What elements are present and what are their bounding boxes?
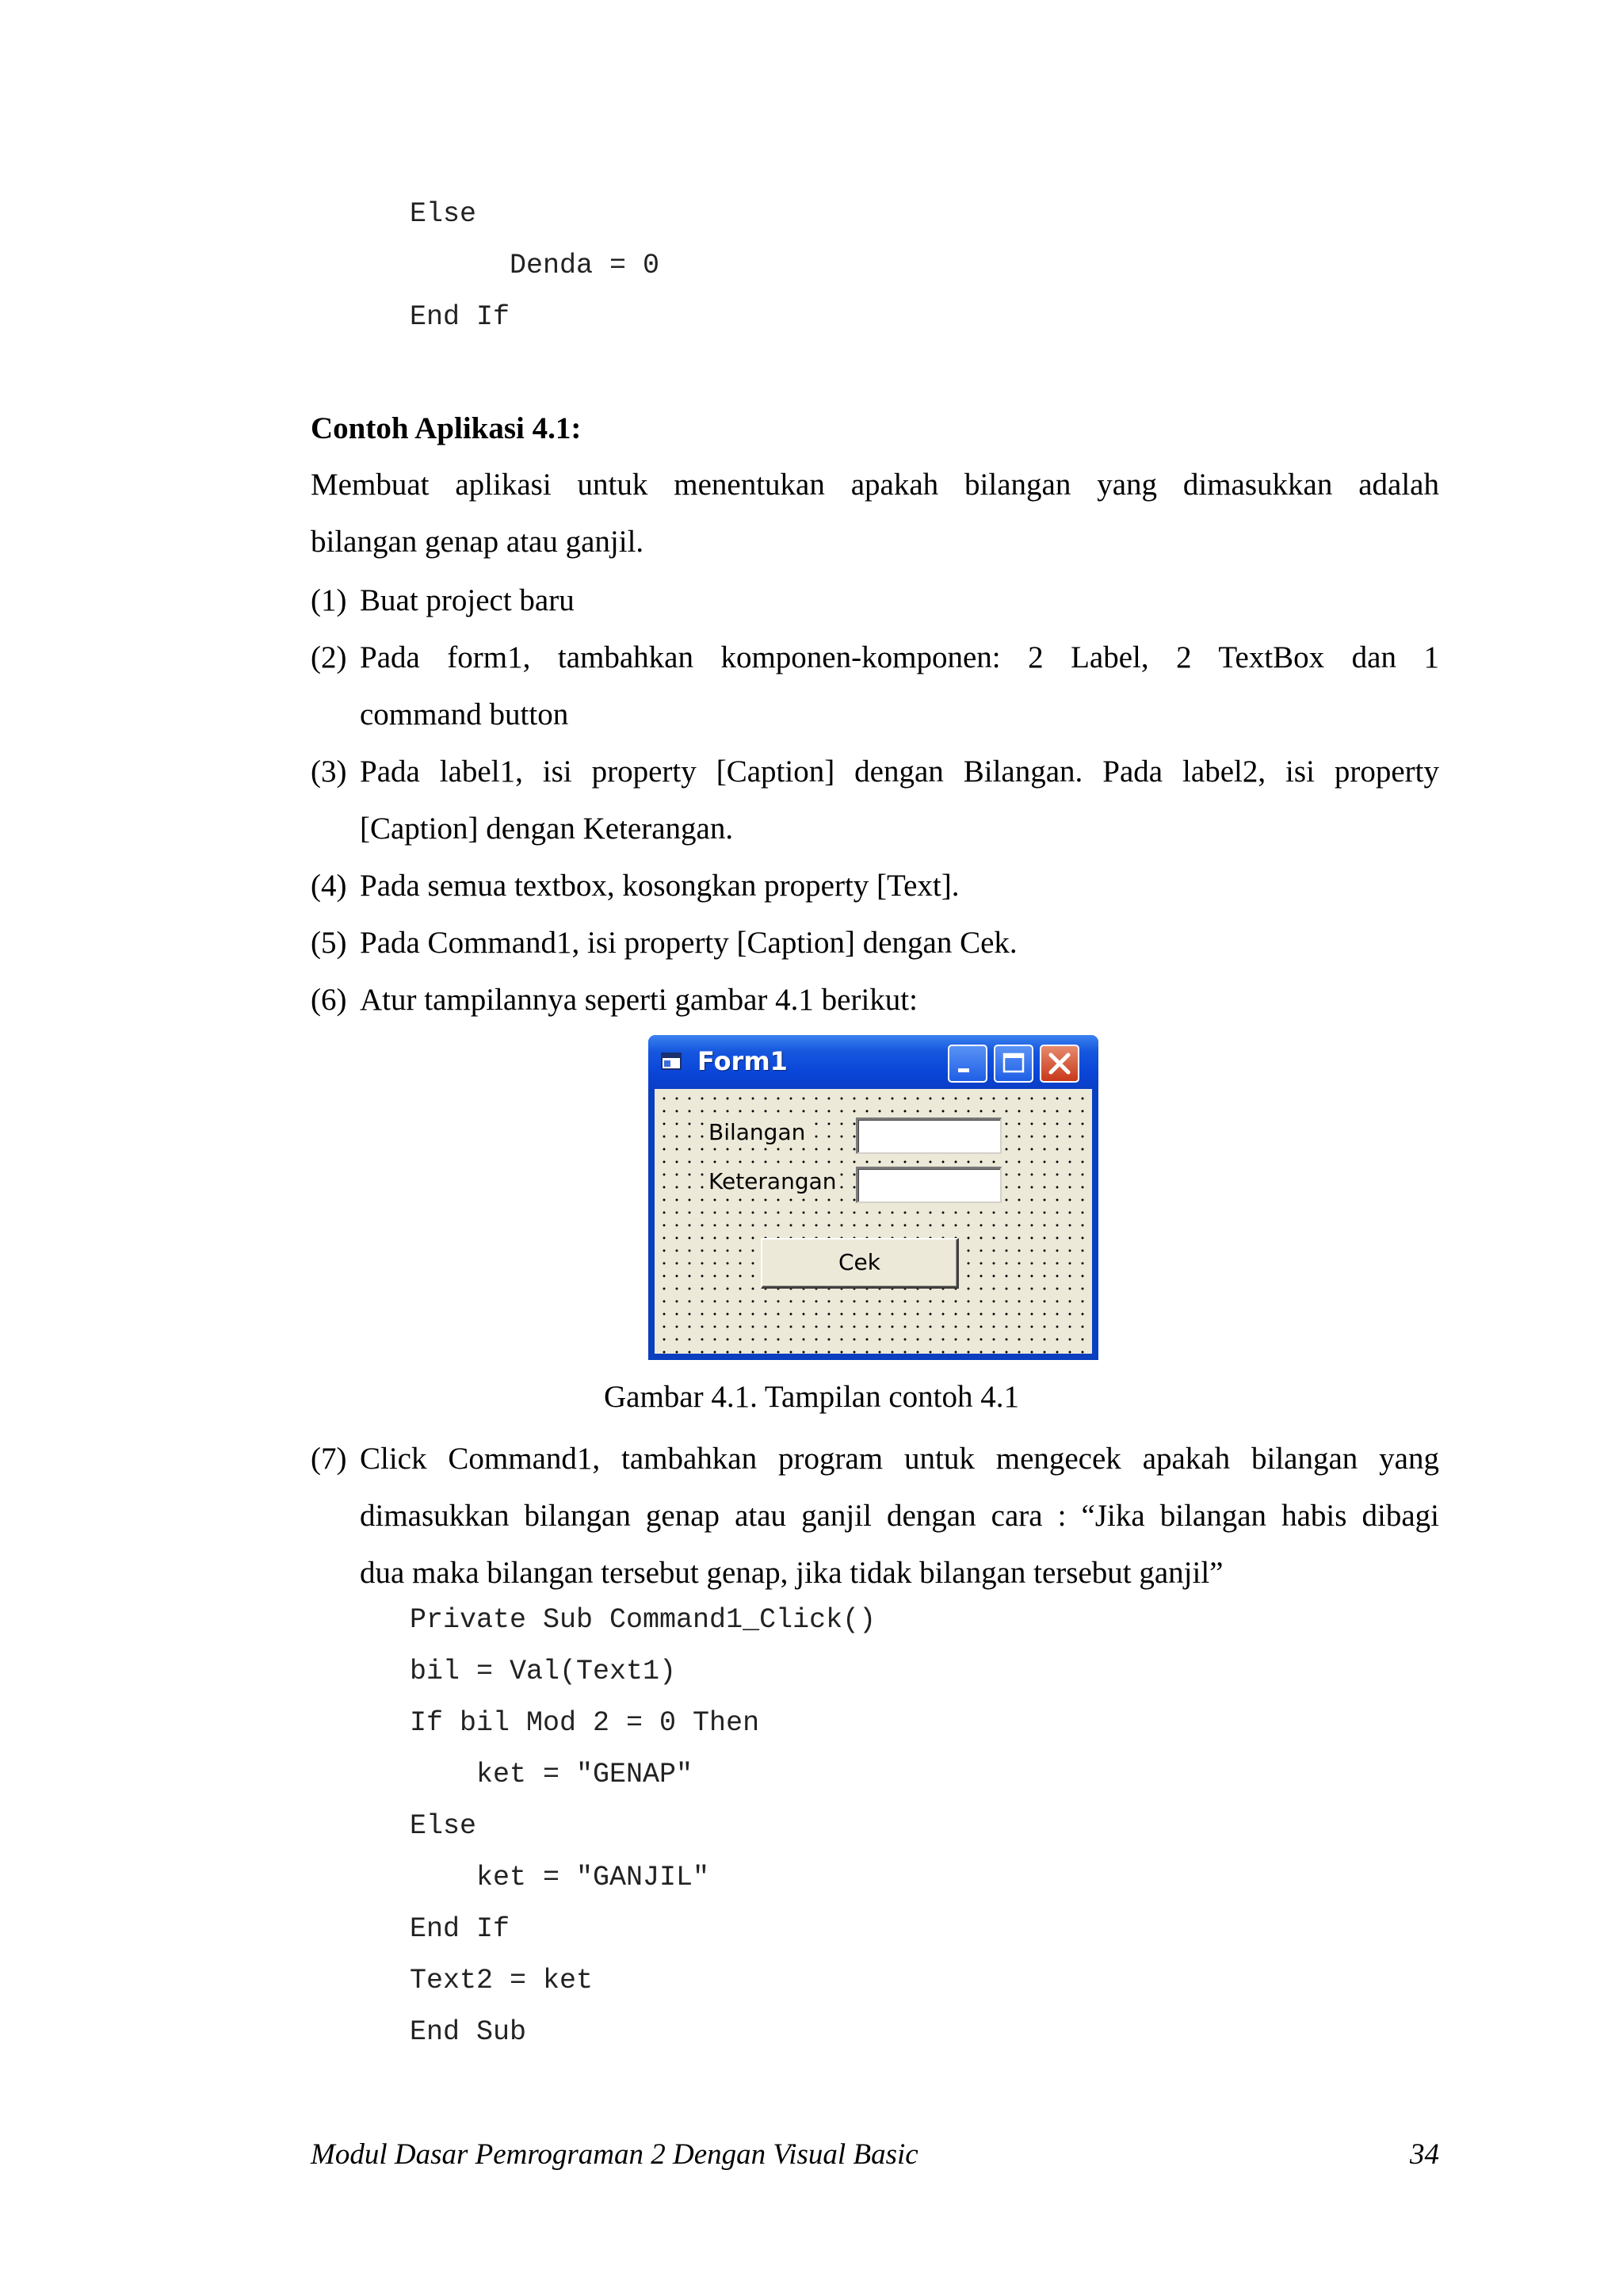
code-line: Else [410,1810,477,1842]
list-number: (2) [311,640,347,674]
code-line: End If [410,301,510,333]
code-line: ket = "GANJIL" [410,1862,710,1893]
maximize-button[interactable] [994,1045,1033,1083]
list-text: command button [360,697,569,732]
list-text: Pada Command1, isi property [Caption] dengan Cek. [360,926,1018,960]
code-line: Text2 = ket [410,1965,594,1996]
footer-title: Modul Dasar Pemrograman 2 Dengan Visual Basic [311,2138,918,2171]
text2-input[interactable] [856,1167,1002,1203]
list-number: (6) [311,983,347,1017]
code-line: If bil Mod 2 = 0 Then [410,1707,760,1739]
list-text: dimasukkan bilangan genap atau ganjil dengan cara : “Jika bilangan habis dibagi [360,1499,1439,1533]
list-item-7 [311,1431,1439,1602]
list-item-3 [311,743,1439,858]
list-item-4 [311,858,1439,915]
code-line: ket = "GENAP" [410,1759,693,1790]
code-line: Private Sub Command1_Click() [410,1604,876,1636]
list-number: (3) [311,755,347,789]
label-keterangan: Keterangan [708,1168,837,1194]
intro-line-2: bilangan genap atau ganjil. [311,525,644,559]
window-title: Form1 [697,1046,788,1076]
form-client-area [655,1089,1092,1354]
list-text: [Caption] dengan Keterangan. [360,812,734,846]
list-text: Buat project baru [360,583,575,617]
cek-button[interactable]: Cek [761,1238,959,1289]
code-line: Denda = 0 [410,250,660,281]
intro-line-1: Membuat aplikasi untuk menentukan apakah bilangan yang dimasukkan adalah [311,468,1439,502]
list-text: Pada semua textbox, kosongkan property [Text]. [360,869,960,903]
maximize-icon [995,1046,1032,1081]
code-line: End Sub [410,2016,527,2048]
close-button[interactable] [1040,1045,1079,1083]
label-bilangan: Bilangan [708,1119,806,1145]
list-text: Atur tampilannya seperti gambar 4.1 berikut: [360,983,918,1017]
list-item-6 [311,972,1439,1029]
list-text: Pada form1, tambahkan komponen-komponen: 2 Label, 2 TextBox dan 1 [360,640,1439,674]
code-line: Else [410,198,477,230]
list-item-1 [311,572,1439,629]
list-number: (5) [311,926,347,960]
text1-input[interactable] [856,1117,1002,1154]
section-heading: Contoh Aplikasi 4.1: [311,411,582,445]
code-line: bil = Val(Text1) [410,1656,677,1687]
list-number: (7) [311,1442,347,1476]
minimize-button[interactable] [948,1045,987,1083]
close-icon [1041,1046,1078,1081]
form1-window [648,1035,1098,1360]
list-item-2 [311,629,1439,743]
list-text: Pada label1, isi property [Caption] dengan Bilangan. Pada label2, isi property [360,755,1439,789]
title-bar[interactable] [648,1035,1098,1089]
code-line: End If [410,1913,510,1945]
list-text: Click Command1, tambahkan program untuk mengecek apakah bilangan yang [360,1442,1439,1476]
minimize-icon [949,1046,986,1081]
list-number: (1) [311,583,347,617]
list-item-5 [311,915,1439,972]
figure-caption: Gambar 4.1. Tampilan contoh 4.1 [603,1380,1020,1414]
list-number: (4) [311,869,347,903]
page-number: 34 [1410,2138,1439,2171]
list-text: dua maka bilangan tersebut genap, jika tidak bilangan tersebut ganjil” [360,1556,1224,1590]
form-icon [661,1052,682,1070]
